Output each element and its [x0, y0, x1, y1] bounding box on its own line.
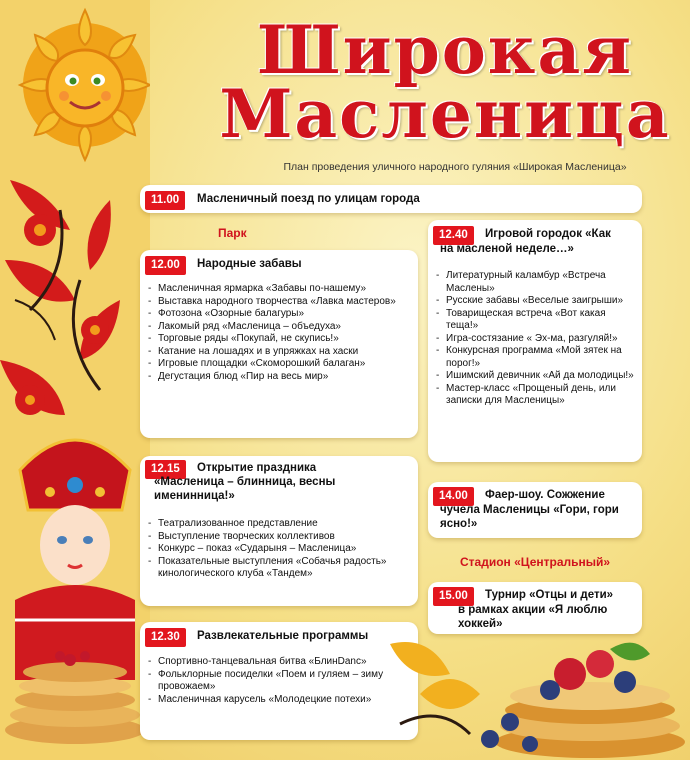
list-item: - Товарищеская встреча «Вот какая теща!»: [436, 308, 636, 333]
event-1200-time: 12.00: [145, 256, 186, 275]
list-item: - Ишимский девичник «Ай да молодицы!»: [436, 370, 636, 383]
park-label: Парк: [218, 226, 247, 240]
event-1215-head-2: «Масленица – блинница, весны именинница!»: [154, 476, 336, 502]
event-1215-head-1: Открытие праздника: [197, 462, 317, 474]
list-item: - Спортивно-танцевальная битва «БлинDanc»: [148, 656, 410, 669]
event-1500-head-1: Турнир «Отцы и дети»: [485, 589, 614, 601]
list-item: - Дегустация блюд «Пир на весь мир»: [148, 371, 413, 384]
event-1200-card: [140, 250, 418, 438]
event-1400-head-2: чучела Масленицы «Гори, гори ясно!»: [440, 504, 619, 530]
title-line-2: Масленица: [219, 75, 671, 153]
event-1100-card: [140, 185, 642, 213]
list-item: - Фотозона «Озорные балагуры»: [148, 308, 413, 321]
event-1240-head-2: на масленой неделе…»: [440, 243, 574, 255]
pancakes-berries-icon: [390, 604, 690, 760]
event-1215-list: [148, 518, 410, 581]
list-item: - Театрализованное представление: [148, 518, 410, 531]
list-item: - Показательные выступления «Собачья радость» кинологического клуба «Тандем»: [148, 556, 410, 581]
list-item: - Торговые ряды «Покупай, не скупись!»: [148, 333, 413, 346]
list-item: - Масленичная карусель «Молодецкие потехи»: [148, 694, 410, 707]
list-item: - Русские забавы «Веселые заигрыши»: [436, 295, 636, 308]
event-1100-head: Масленичный поезд по улицам города: [197, 193, 420, 205]
ornament-khokhloma: [0, 0, 150, 760]
event-1200-head: Народные забавы: [197, 258, 302, 270]
event-1400-time: 14.00: [433, 487, 474, 506]
event-1215-time: 12.15: [145, 460, 186, 479]
event-1230-list: [148, 656, 410, 706]
list-item: - Выставка народного творчества «Лавка мастеров»: [148, 296, 413, 309]
event-1400-head-1: Фаер-шоу. Сожжение: [485, 489, 605, 501]
event-1240-card: [428, 220, 642, 462]
event-1215-card: [140, 456, 418, 606]
event-1230-card: [140, 622, 418, 740]
event-1400-card: [428, 482, 642, 538]
list-item: - Лакомый ряд «Масленица – объедуха»: [148, 321, 413, 334]
subtitle: План проведения уличного народного гуляния «Широкая Масленица»: [283, 161, 627, 173]
event-1240-time: 12.40: [433, 226, 474, 245]
title-line-1: Широкая: [256, 11, 633, 89]
list-item: - Конкурсная программа «Мой зятек на порог!»: [436, 345, 636, 370]
event-1500-head-2: в рамках акции «Я люблю хоккей»: [458, 604, 608, 630]
stadium-label: Стадион «Центральный»: [460, 555, 611, 569]
list-item: - Масленичная ярмарка «Забавы по-нашему»: [148, 283, 413, 296]
list-item: - Игровые площадки «Скоморошкий балаган»: [148, 358, 413, 371]
list-item: - Выступление творческих коллективов: [148, 531, 410, 544]
list-item: - Катание на лошадях и в упряжках на хаски: [148, 346, 413, 359]
event-1500-time: 15.00: [433, 587, 474, 606]
event-1100-time: 11.00: [145, 191, 185, 210]
event-1200-list: [148, 283, 413, 383]
page-title: [205, 11, 685, 153]
list-item: - Конкурс – показ «Сударыня – Масленица»: [148, 543, 410, 556]
list-item: - Фольклорные посиделки «Поем и гуляем – зиму провожаем»: [148, 669, 410, 694]
event-1230-head: Развлекательные программы: [197, 630, 369, 642]
list-item: - Литературный каламбур «Встреча Маслены»: [436, 270, 636, 295]
list-item: - Игра-состязание « Эх-ма, разгуляй!»: [436, 333, 636, 346]
event-1240-head-1: Игровой городок «Как: [485, 228, 611, 240]
event-1230-time: 12.30: [145, 628, 186, 647]
event-1240-list: [436, 270, 636, 408]
list-item: - Мастер-класс «Прощеный день, или записки для Масленицы»: [436, 383, 636, 408]
